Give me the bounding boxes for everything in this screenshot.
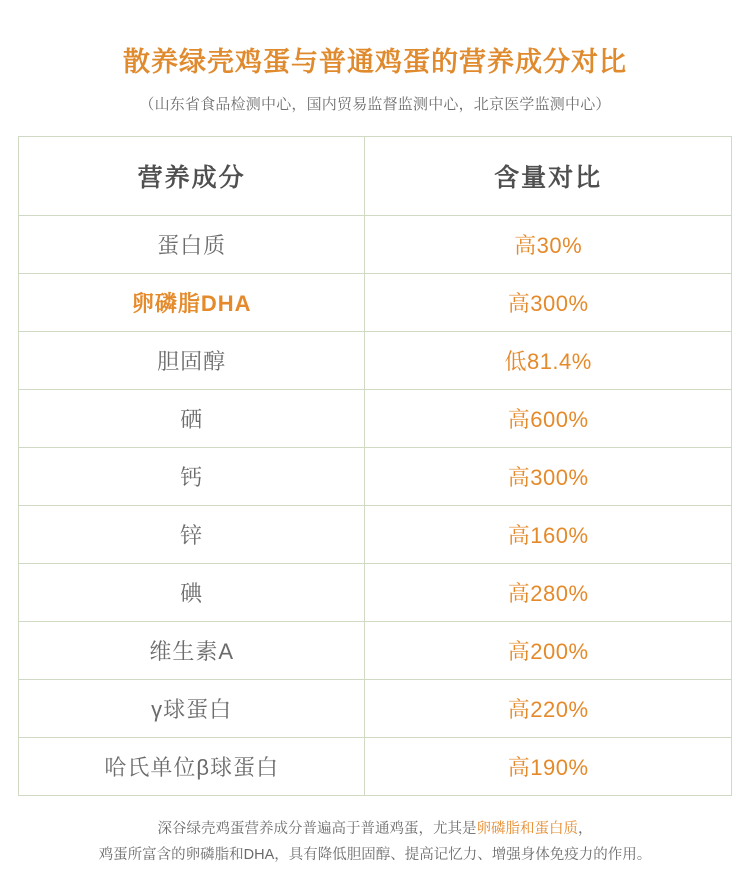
table-row bbox=[19, 680, 731, 738]
table-row bbox=[19, 216, 731, 274]
nutrition-table-wrapper bbox=[18, 136, 732, 796]
nutrient-value: 高200% bbox=[365, 622, 731, 680]
table-row bbox=[19, 390, 731, 448]
table-row bbox=[19, 564, 731, 622]
nutrient-name: 碘 bbox=[19, 564, 365, 622]
footnote bbox=[22, 816, 728, 868]
nutrient-value: 高300% bbox=[365, 448, 731, 506]
nutrient-name: 维生素A bbox=[19, 622, 365, 680]
nutrient-value: 高190% bbox=[365, 738, 731, 796]
footnote-text-a: 深谷绿壳鸡蛋营养成分普遍高于普通鸡蛋，尤其是 bbox=[157, 821, 477, 837]
footnote-text-b: ， bbox=[578, 821, 593, 837]
column-header-comparison: 含量对比 bbox=[365, 137, 731, 216]
table-row bbox=[19, 448, 731, 506]
nutrient-value: 高280% bbox=[365, 564, 731, 622]
footnote-line-1 bbox=[22, 816, 728, 842]
nutrient-name: γ球蛋白 bbox=[19, 680, 365, 738]
nutrient-name: 钙 bbox=[19, 448, 365, 506]
footnote-emphasis: 卵磷脂和蛋白质 bbox=[476, 821, 578, 837]
nutrient-name: 哈氏单位β球蛋白 bbox=[19, 738, 365, 796]
table-row bbox=[19, 274, 731, 332]
nutrient-value: 高600% bbox=[365, 390, 731, 448]
page-subtitle: （山东省食品检测中心，国内贸易监督监测中心，北京医学监测中心） bbox=[139, 96, 611, 113]
table-header bbox=[19, 137, 731, 216]
nutrient-name: 蛋白质 bbox=[19, 216, 365, 274]
nutrient-value: 高30% bbox=[365, 216, 731, 274]
nutrition-table bbox=[19, 137, 731, 796]
table-row bbox=[19, 622, 731, 680]
nutrient-value: 高160% bbox=[365, 506, 731, 564]
column-header-nutrient: 营养成分 bbox=[19, 137, 365, 216]
nutrient-value: 高220% bbox=[365, 680, 731, 738]
nutrient-name: 锌 bbox=[19, 506, 365, 564]
nutrient-name: 硒 bbox=[19, 390, 365, 448]
nutrient-name: 胆固醇 bbox=[19, 332, 365, 390]
page-title: 散养绿壳鸡蛋与普通鸡蛋的营养成分对比 bbox=[123, 47, 627, 77]
footnote-line-2: 鸡蛋所富含的卵磷脂和DHA，具有降低胆固醇、提高记忆力、增强身体免疫力的作用。 bbox=[98, 847, 652, 863]
table-body bbox=[19, 216, 731, 796]
nutrient-value: 高300% bbox=[365, 274, 731, 332]
nutrient-value: 低81.4% bbox=[365, 332, 731, 390]
table-row bbox=[19, 506, 731, 564]
table-row bbox=[19, 738, 731, 796]
nutrient-name: 卵磷脂DHA bbox=[19, 274, 365, 332]
table-row bbox=[19, 332, 731, 390]
table-header-row bbox=[19, 137, 731, 216]
